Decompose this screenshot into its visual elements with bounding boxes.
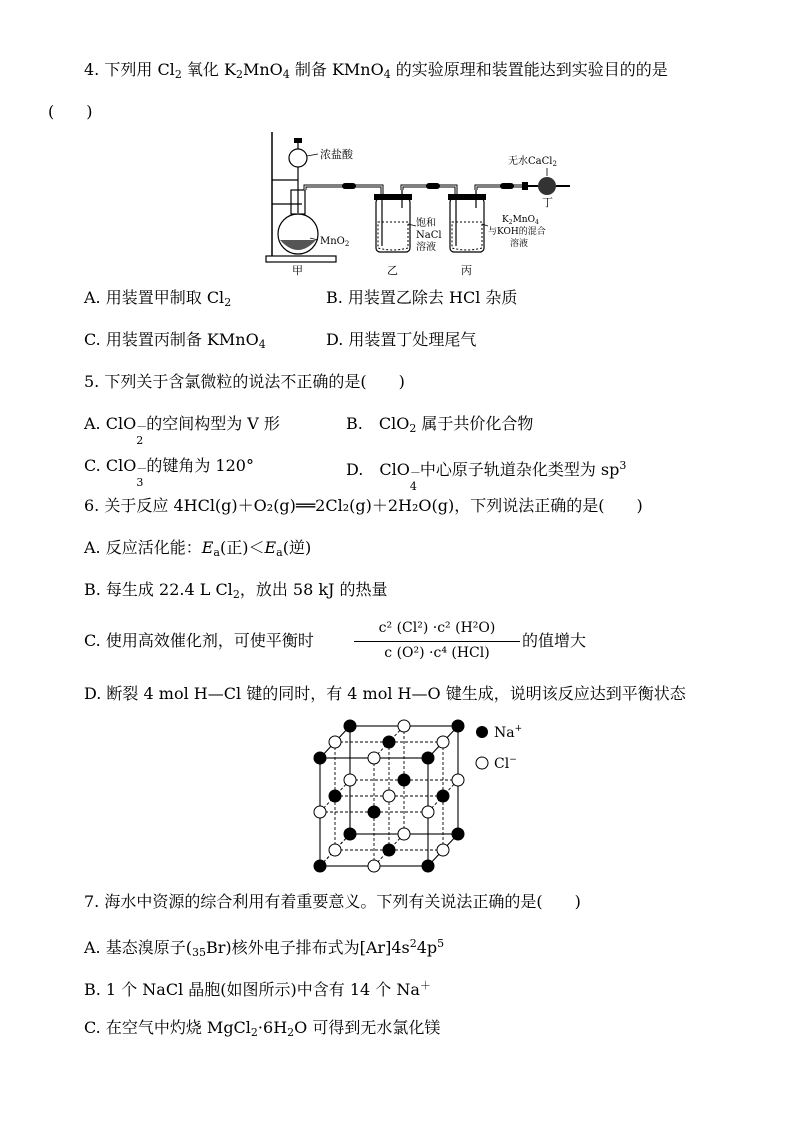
q5-option-d: D. ClO － 4 中心原子轨道杂化类型为 $sp^3$	[346, 459, 627, 493]
q7-option-b: B. 1 个 NaCl 晶胞(如图所示)中含有 14 个 Na＋	[84, 979, 431, 999]
q6-option-a: A. 反应活化能：$E_a$(正)$<E_a$(逆)	[84, 538, 312, 559]
q5-option-b: B. ClO$_2$ 属于共价化合物	[346, 414, 534, 435]
svg-text:K2MnO4: $K_2MnO_4$	[502, 215, 539, 226]
q6-fraction-bar	[354, 641, 520, 642]
q6-stem: 6. 关于反应 4HCl(g)＋O₂(g)══2Cl₂(g)＋2H₂O(g)，下列说法正确的是( )	[84, 496, 643, 515]
legend-na-label: Na	[494, 725, 515, 741]
svg-text:MnO2: MnO$_2$	[320, 236, 350, 248]
q4-option-c: C. 用装置丙制备 KMnO$_4$	[84, 330, 266, 351]
legend-cl-marker	[476, 757, 488, 769]
q5-option-a: A. ClO － 2 的空间构型为 V 形	[84, 414, 280, 447]
q7-option-a: A. 基态溴原子$(_{35}Br)$核外电子排布式为$[Ar]4s^24p^5$	[84, 937, 445, 959]
svg-text:无水CaCl2: 无水CaCl$_2$	[508, 156, 557, 168]
label-sat2: NaCl	[416, 230, 442, 241]
label-sat3: 溶液	[416, 242, 436, 253]
svg-text:Cl−: Cl−	[494, 755, 517, 772]
legend-cl-label: Cl	[494, 756, 510, 772]
q6-option-c-lead: C. 使用高效催化剂，可使平衡时	[84, 631, 314, 650]
q6-option-c-tail: 的值增大	[522, 631, 587, 650]
legend-na-marker	[476, 726, 488, 738]
label-mix2: 与KOH的混合	[488, 227, 546, 237]
label-anhydrous-cacl2: 无水CaCl	[508, 156, 553, 167]
q6-fraction-numerator: c² (Cl²) ·c² (H²O)	[378, 620, 496, 636]
q7-stem: 7. 海水中资源的综合利用有着重要意义。下列有关说法正确的是( )	[84, 892, 581, 911]
q4-paren: ( )	[48, 102, 93, 121]
label-jia: 甲	[292, 264, 303, 277]
label-yi: 乙	[387, 264, 398, 277]
svg-text:Na+: Na+	[494, 724, 523, 741]
q4-stem: 4. 下列用 $Cl_2$ 氧化 $K_2MnO_4$ 制备 KMnO$_4$ 的实验原理和装置能达到实验目的的是	[84, 60, 668, 81]
q5-option-c: C. ClO － 3 的键角为 120°	[84, 456, 254, 489]
q6-option-d: D. 断裂 4 mol H—Cl 键的同时，有 4 mol H—O 键生成，说明该反应达到平衡状态	[84, 684, 686, 703]
q4-apparatus-diagram	[260, 128, 580, 278]
q6-option-b: B. 每生成 22.4 L $Cl_2$，放出 58 kJ 的热量	[84, 580, 388, 601]
q4-option-a: A. 用装置甲制取 $Cl_2$	[84, 288, 232, 309]
label-ding: 丁	[542, 196, 553, 209]
q7-option-c: C. 在空气中灼烧 $MgCl_2\cdot 6H_2O$ 可得到无水氯化镁	[84, 1018, 441, 1039]
label-sat1: 饱和	[416, 218, 436, 229]
label-mno2: MnO	[320, 236, 345, 247]
nacl-crystal-figure	[300, 710, 540, 875]
label-mix1: K	[502, 215, 509, 225]
q5-stem: 5. 下列关于含氯微粒的说法不正确的是( )	[84, 372, 405, 391]
q4-option-d: D. 用装置丁处理尾气	[326, 330, 477, 349]
q4-option-b: B. 用装置乙除去 HCl 杂质	[326, 288, 518, 307]
label-mix3: 溶液	[510, 239, 529, 249]
q6-fraction-denominator: c (O²) ·c⁴ (HCl)	[384, 645, 490, 661]
label-bing: 丙	[461, 264, 472, 277]
label-conc-hcl: 浓盐酸	[320, 148, 353, 161]
